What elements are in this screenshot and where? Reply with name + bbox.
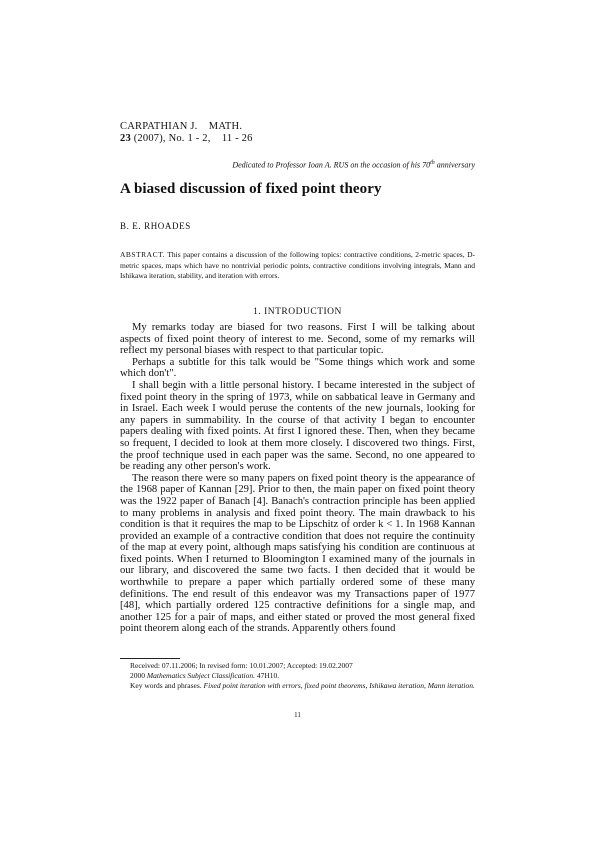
msc-code: 47H10.: [255, 671, 280, 680]
keywords-label: Key words and phrases.: [130, 681, 202, 690]
msc-label: Mathematics Subject Classification.: [146, 671, 255, 680]
paragraph: Perhaps a subtitle for this talk would be "Some things which work and some which don't".: [120, 356, 475, 380]
body-text: [120, 322, 475, 635]
paragraph: I shall begin with a little personal history. I became interested in the subject of fixed point theory in the spring of 1973, while on sabbatical leave in Germany and in Israel. Each week I would peruse the contents of the new journals, looking for any papers in summability. In the course of that activity I began to encounter papers dealing with fixed points. At first I ignored these. Then, when they became so frequent, I decided to look at them more closely. I discovered two things. First, the proof technique used in each paper was the same. Second, no one appeared to be reading any other person's work.: [120, 379, 475, 473]
footnote-received: Received: 07.11.2006; In revised form: 10.01.2007; Accepted: 19.02.2007: [130, 661, 353, 670]
journal-header: [120, 121, 253, 145]
paragraph: The reason there were so many papers on fixed point theory is the appearance of the 1968 paper of Kannan [29]. Prior to then, the main paper on fixed point theory was the 1922 paper of Banach [4]. Banach's contraction principle has been applied to many problems in analysis and fixed point theory. The main drawback to his condition is that it requires the map to be Lipschitz of order k < 1. In 1968 Kannan provided an example of a contractive condition that does not require the continuity of the map at every point, although maps satisfying his condition are continuous at fixed points. When I returned to Bloomington I examined many of the journals in our library, and discovered the same two facts. I then decided that it would be worthwhile to prepare a paper which partially ordered some of these many definitions. The end result of this endeavor was my Transactions paper of 1977 [48], which partially ordered 125 contractive definitions for a single map, and another 125 for a pair of maps, and either stated or proved the most general fixed point theorem along each of the strands. Apparently others found: [120, 472, 475, 635]
paper-title: A biased discussion of fixed point theory: [120, 181, 382, 197]
footnote-rule: [120, 658, 180, 659]
dedication: [120, 160, 475, 170]
footnote-msc: [120, 671, 475, 681]
paragraph: My remarks today are biased for two reasons. First I will be talking about aspects of fixed point theory of interest to me. Second, some of my remarks will reflect my personal biases with respect to that particular topic.: [120, 322, 475, 357]
journal-name: CARPATHIAN J. MATH.: [120, 121, 243, 132]
journal-volume: 23: [120, 133, 131, 144]
abstract: [120, 250, 475, 282]
abstract-text: This paper contains a discussion of the following topics: contractive conditions, 2-metric spaces, D-metric spaces, maps which have no nontrivial periodic points, contractive conditions involving integrals, Mann and Ishikawa iteration, stability, and iteration with errors.: [120, 250, 475, 280]
section-heading: 1. INTRODUCTION: [253, 307, 342, 317]
keywords-text: Fixed point iteration with errors, fixed point theorems, Ishikawa iteration, Mann iteration.: [201, 681, 475, 690]
msc-year: 2000: [130, 671, 147, 680]
page-number: 11: [294, 711, 301, 719]
paper-author: B. E. RHOADES: [120, 221, 191, 231]
journal-issue: [120, 133, 253, 145]
dedication-tail: anniversary: [434, 160, 475, 170]
dedication-text: Dedicated to Professor Ioan A. RUS on the occasion of his 70: [232, 160, 431, 170]
dedication-sup: th: [430, 160, 435, 166]
footnotes: [120, 661, 475, 691]
footnote-keywords: [120, 681, 475, 691]
journal-issue-info: (2007), No. 1 - 2, 11 - 26: [130, 133, 253, 144]
abstract-label: ABSTRACT.: [120, 250, 165, 259]
